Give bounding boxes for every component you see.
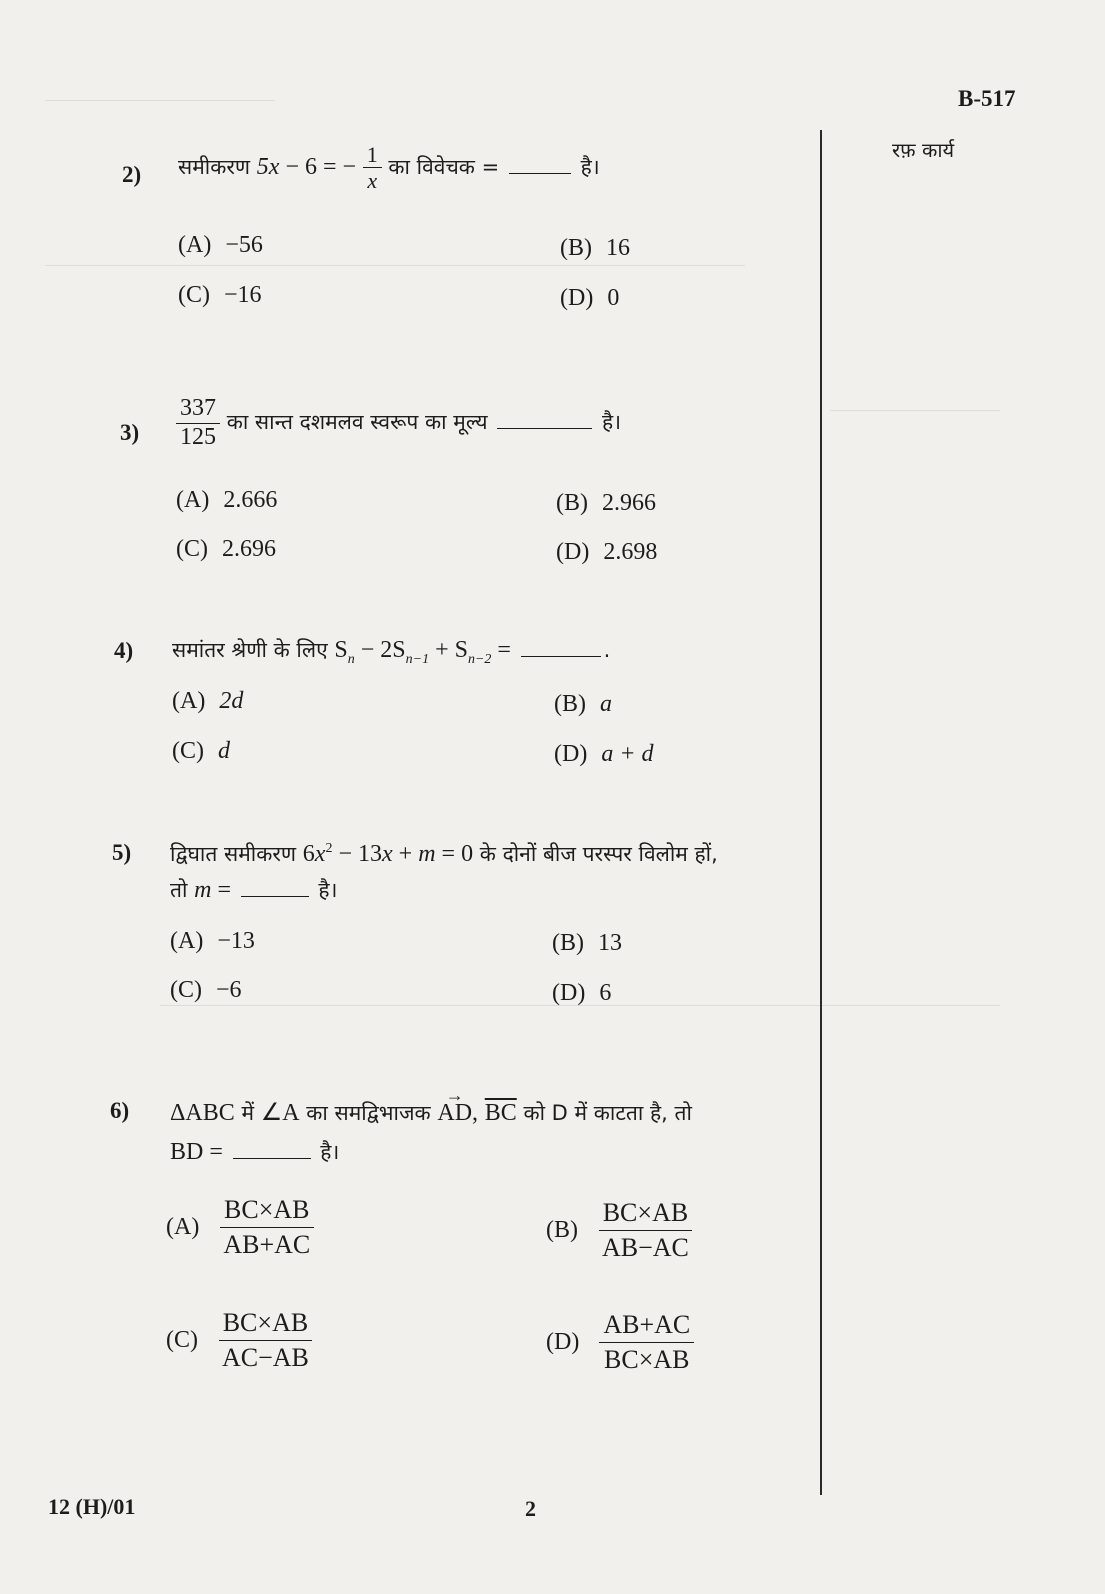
question-2-option-b[interactable]: (B) 16 <box>560 235 630 261</box>
question-5-text-line1: द्विघात समीकरण $6x^2 - 13x + m = 0$ के दोनों बीज परस्पर विलोम हों, <box>170 841 718 867</box>
question-5-option-a[interactable]: (A) −13 <box>170 928 255 954</box>
question-2-number: 2) <box>122 162 142 187</box>
question-5-number: 5) <box>112 840 132 865</box>
show-through-line <box>45 100 275 101</box>
question-5-option-b[interactable]: (B) 13 <box>552 930 622 956</box>
question-3-option-a[interactable]: (A) 2.666 <box>176 487 278 513</box>
question-3-number: 3) <box>120 420 140 445</box>
question-3-text: $\frac{337}{125}$ का सान्त दशमलव स्वरूप का मूल्य है। <box>176 395 621 451</box>
question-5-option-d[interactable]: (D) 6 <box>552 980 612 1006</box>
question-4-option-d[interactable]: (D) a + d <box>554 741 654 767</box>
question-4-option-a[interactable]: (A) 2d <box>172 688 244 714</box>
question-6-option-a[interactable]: (A) $\frac{BC\times AB}{AB+AC}$ <box>166 1195 314 1260</box>
question-6-option-d[interactable]: (D) $\frac{AB+AC}{BC\times AB}$ <box>546 1310 694 1375</box>
paper-code: B-517 <box>958 86 1016 111</box>
question-2-option-d[interactable]: (D) 0 <box>560 285 620 311</box>
show-through-line <box>45 265 745 266</box>
question-6-text-line1: ΔABC में ∠A का समद्विभाजक → AD, $\overline{BC}$ को D में काटता है, तो <box>170 1085 692 1126</box>
page-number: 2 <box>525 1496 536 1521</box>
question-3-option-d[interactable]: (D) 2.698 <box>556 539 658 565</box>
question-6-option-b[interactable]: (B) $\frac{BC\times AB}{AB-AC}$ <box>546 1198 693 1263</box>
show-through-line <box>830 410 1000 411</box>
question-4-text: समांतर श्रेणी के लिए $S_n - 2S_{n-1} + S_{n-2}$ = . <box>172 637 611 667</box>
question-4-number: 4) <box>114 638 134 663</box>
question-4-option-c[interactable]: (C) d <box>172 738 230 764</box>
question-4-option-b[interactable]: (B) a <box>554 691 612 717</box>
question-6-text-line2: BD = है। <box>170 1139 340 1165</box>
footer-code: 12 (H)/01 <box>48 1494 136 1519</box>
question-2-text: समीकरण 5x − 6 = − $\frac{1}{x}$ का विवेचक = है। <box>178 142 600 194</box>
question-3-option-b[interactable]: (B) 2.966 <box>556 490 656 516</box>
rough-work-label: रफ़ कार्य <box>892 138 955 162</box>
margin-divider <box>820 130 822 1495</box>
question-5-option-c[interactable]: (C) −6 <box>170 977 242 1003</box>
question-2-option-c[interactable]: (C) −16 <box>178 282 262 308</box>
question-5-text-line2: तो m = है। <box>170 877 338 903</box>
question-6-option-c[interactable]: (C) $\frac{BC\times AB}{AC-AB}$ <box>166 1308 313 1373</box>
question-2-option-a[interactable]: (A) −56 <box>178 232 263 258</box>
question-3-option-c[interactable]: (C) 2.696 <box>176 536 276 562</box>
question-6-number: 6) <box>110 1098 130 1123</box>
